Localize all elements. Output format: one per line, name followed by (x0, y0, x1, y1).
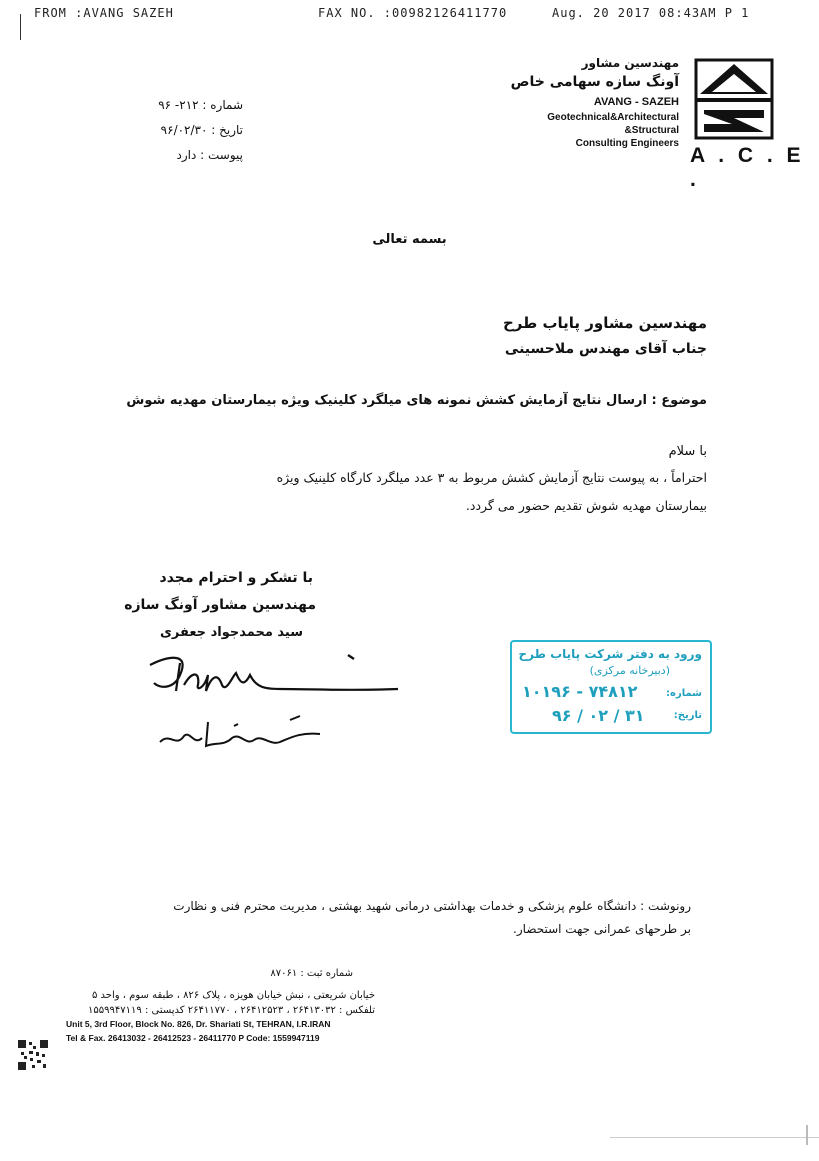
letter-subject: موضوع : ارسال نتایج آزمایش کشش نمونه های میلگرد کلینیک ویژه بیمارستان مهدیه شوش (126, 393, 707, 408)
company-name-fa-2: آونگ سازه سهامی خاص (510, 74, 679, 90)
body-line-1: احتراماً ، به پیوست نتایج آزمایش کشش مربوط به ۳ عدد میلگرد کارگاه کلینیک ویژه (276, 470, 707, 485)
cc-line-1: رونوشت : دانشگاه علوم پزشکی و خدمات بهداشتی درمانی شهید بهشتی ، مدیریت محترم فنی و نظارت (173, 899, 691, 913)
company-name-fa-1: مهندسین مشاور (581, 56, 679, 70)
fax-number: FAX NO. :00982126411770 (318, 6, 508, 20)
stamp-title: ورود به دفتر شرکت پایاب طرح (518, 647, 702, 661)
phones-fa: تلفکس : ۲۶۴۱۳۰۳۲ ، ۲۶۴۱۲۵۲۳ ، ۲۶۴۱۱۷۷۰ کدپستی : ۱۵۵۹۹۴۷۱۱۹ (88, 1005, 375, 1016)
company-specialty-2: &Structural (624, 125, 679, 136)
closing-company: مهندسین مشاور آونگ سازه (124, 597, 316, 613)
received-stamp (510, 640, 712, 734)
phones-en: Tel & Fax. 26413032 - 26412523 - 26411770 P Code: 1559947119 (66, 1033, 320, 1043)
scan-edge-marks (610, 1125, 819, 1145)
greeting: با سلام (668, 444, 707, 459)
recipient-person: جناب آقای مهندس ملاحسینی (504, 341, 707, 357)
address-fa: خیابان شریعتی ، نبش خیابان هویزه ، پلاک ۸۲۶ ، طبقه سوم ، واحد ۵ (91, 990, 375, 1001)
stamp-subtitle: (دبیرخانه مرکزی) (589, 664, 670, 677)
registration-number: شماره ثبت : ۸۷۰۶۱ (270, 968, 353, 979)
opening-invocation: بسمه تعالی (372, 232, 447, 247)
fax-from: FROM :AVANG SAZEH (34, 6, 174, 20)
company-seal-signature (150, 712, 330, 760)
cc-line-2: بر طرحهای عمرانی جهت استحضار. (513, 922, 691, 936)
signer-name: سید محمدجواد جعفری (159, 625, 303, 640)
company-specialty-1: Geotechnical&Architectural (547, 112, 679, 123)
recipient-company: مهندسین مشاور پایاب طرح (502, 314, 707, 332)
company-name-en: AVANG - SAZEH (593, 96, 679, 108)
body-line-2: بیمارستان مهدیه شوش تقدیم حضور می گردد. (465, 498, 707, 513)
stamp-date-label: تاریخ: (673, 710, 702, 721)
stamp-number-label: شماره: (666, 688, 702, 699)
closing-regards: با تشکر و احترام مجدد (159, 570, 313, 586)
company-specialty-3: Consulting Engineers (575, 138, 679, 149)
qr-code-icon (18, 1040, 48, 1070)
company-acronym: A . C . E . (690, 144, 805, 191)
letter-date: تاریخ : ۹۶/۰۲/۳۰ (160, 123, 243, 137)
stamp-date-value: ۹۶ / ۰۲ / ۳۱ (552, 706, 645, 725)
stamp-number-value: ۱۰۱۹۶ - ۷۴۸۱۲ (522, 682, 638, 701)
letter-attachment: پیوست : دارد (176, 148, 243, 162)
left-margin-mark (20, 14, 21, 40)
address-en: Unit 5, 3rd Floor, Block No. 826, Dr. Shariati St, TEHRAN, I.R.IRAN (66, 1019, 331, 1029)
fax-datetime: Aug. 20 2017 08:43AM P 1 (552, 6, 750, 20)
company-logo-icon (694, 58, 774, 140)
letter-number: شماره : ۲۱۲- ۹۶ (158, 98, 243, 112)
